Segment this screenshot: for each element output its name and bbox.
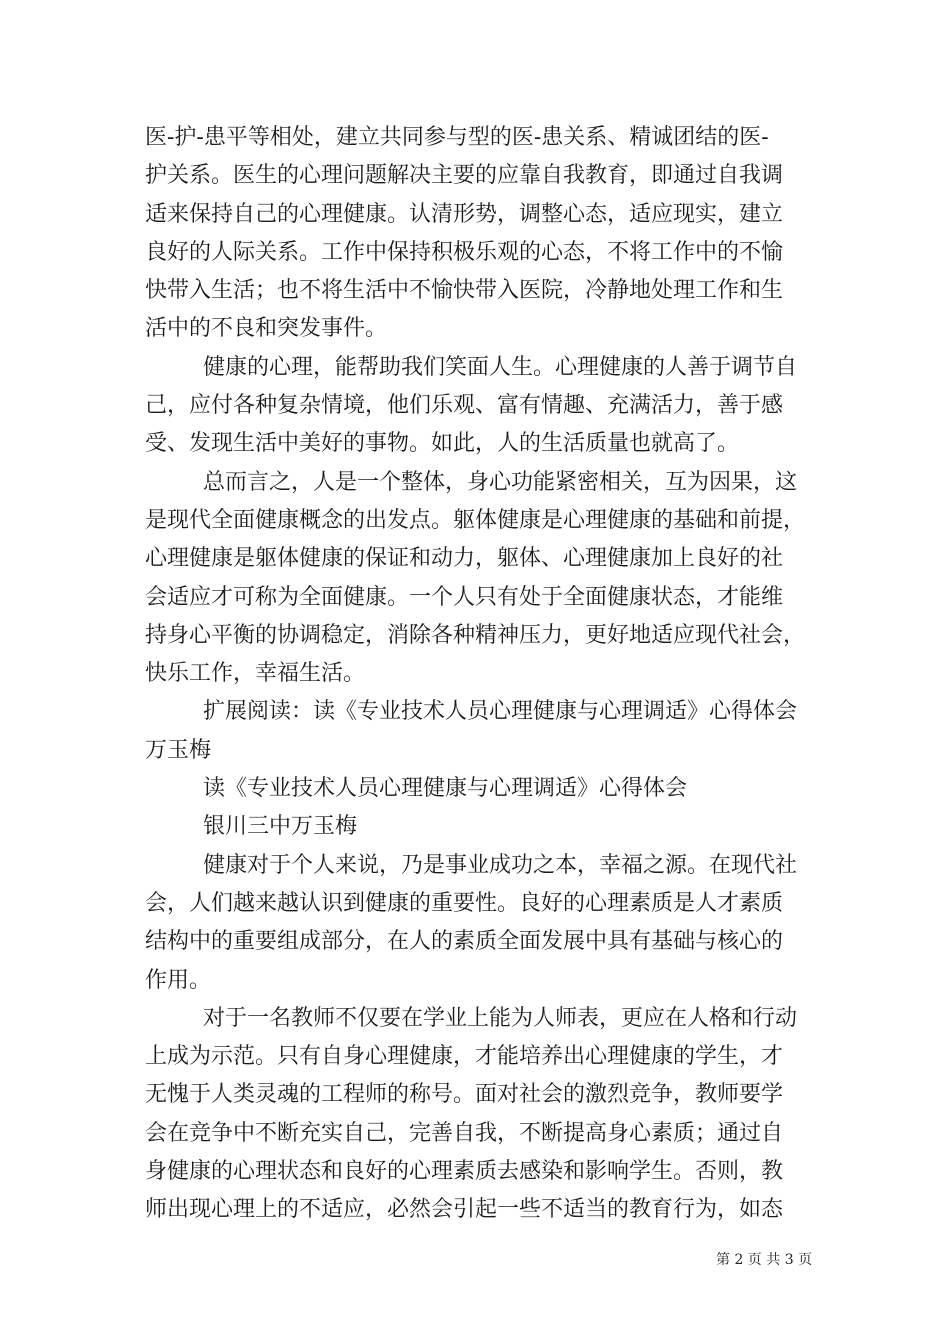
text-line: 持身心平衡的协调稳定，消除各种精神压力，更好地适应现代社会， xyxy=(145,622,806,648)
text-line: 健康对于个人来说，乃是事业成功之本，幸福之源。在现代社 xyxy=(203,852,798,878)
text-line: 银川三中万玉梅 xyxy=(203,814,358,840)
text-line: 无愧于人类灵魂的工程师的称号。面对社会的激烈竞争，教师要学 xyxy=(145,1082,784,1108)
text-line: 心理健康是躯体健康的保证和动力，躯体、心理健康加上良好的社 xyxy=(145,546,784,572)
text-line: 师出现心理上的不适应，必然会引起一些不适当的教育行为，如态 xyxy=(145,1197,784,1223)
text-line: 适来保持自己的心理健康。认清形势，调整心态，适应现实，建立 xyxy=(145,201,784,227)
text-line: 会适应才可称为全面健康。一个人只有处于全面健康状态，才能维 xyxy=(145,584,784,610)
text-line: 受、发现生活中美好的事物。如此，人的生活质量也就高了。 xyxy=(145,431,740,457)
text-line: 结构中的重要组成部分，在人的素质全面发展中具有基础与核心的 xyxy=(145,929,784,955)
text-line: 对于一名教师不仅要在学业上能为人师表，更应在人格和行动 xyxy=(203,1005,798,1031)
text-line: 会在竞争中不断充实自己，完善自我，不断提高身心素质；通过自 xyxy=(145,1120,784,1146)
text-line: 快乐工作，幸福生活。 xyxy=(145,661,366,687)
document-body xyxy=(145,119,825,1230)
text-line: 作用。 xyxy=(145,967,212,993)
text-line: 扩展阅读：读《专业技术人员心理健康与心理调适》心得体会 xyxy=(203,699,798,725)
text-line: 护关系。医生的心理问题解决主要的应靠自我教育，即通过自我调 xyxy=(145,163,784,189)
text-line: 读《专业技术人员心理健康与心理调适》心得体会 xyxy=(203,776,688,802)
text-line: 是现代全面健康概念的出发点。躯体健康是心理健康的基础和前提， xyxy=(145,507,806,533)
text-line: 万玉梅 xyxy=(145,737,212,763)
text-line: 会，人们越来越认识到健康的重要性。良好的心理素质是人才素质 xyxy=(145,890,784,916)
text-line: 上成为示范。只有自身心理健康，才能培养出心理健康的学生，才 xyxy=(145,1044,784,1070)
text-line: 健康的心理，能帮助我们笑面人生。心理健康的人善于调节自 xyxy=(203,354,798,380)
text-line: 己，应付各种复杂情境，他们乐观、富有情趣、充满活力，善于感 xyxy=(145,393,784,419)
text-line: 快带入生活；也不将生活中不愉快带入医院，冷静地处理工作和生 xyxy=(145,278,784,304)
text-line: 良好的人际关系。工作中保持积极乐观的心态，不将工作中的不愉 xyxy=(145,239,784,265)
text-line: 总而言之，人是一个整体，身心功能紧密相关，互为因果，这 xyxy=(203,469,798,495)
page-number-footer: 第 2 页 共 3 页 xyxy=(716,1252,813,1268)
text-line: 医-护-患平等相处，建立共同参与型的医-患关系、精诚团结的医- xyxy=(145,125,769,150)
text-line: 身健康的心理状态和良好的心理素质去感染和影响学生。否则，教 xyxy=(145,1159,784,1185)
text-line: 活中的不良和突发事件。 xyxy=(145,316,388,342)
